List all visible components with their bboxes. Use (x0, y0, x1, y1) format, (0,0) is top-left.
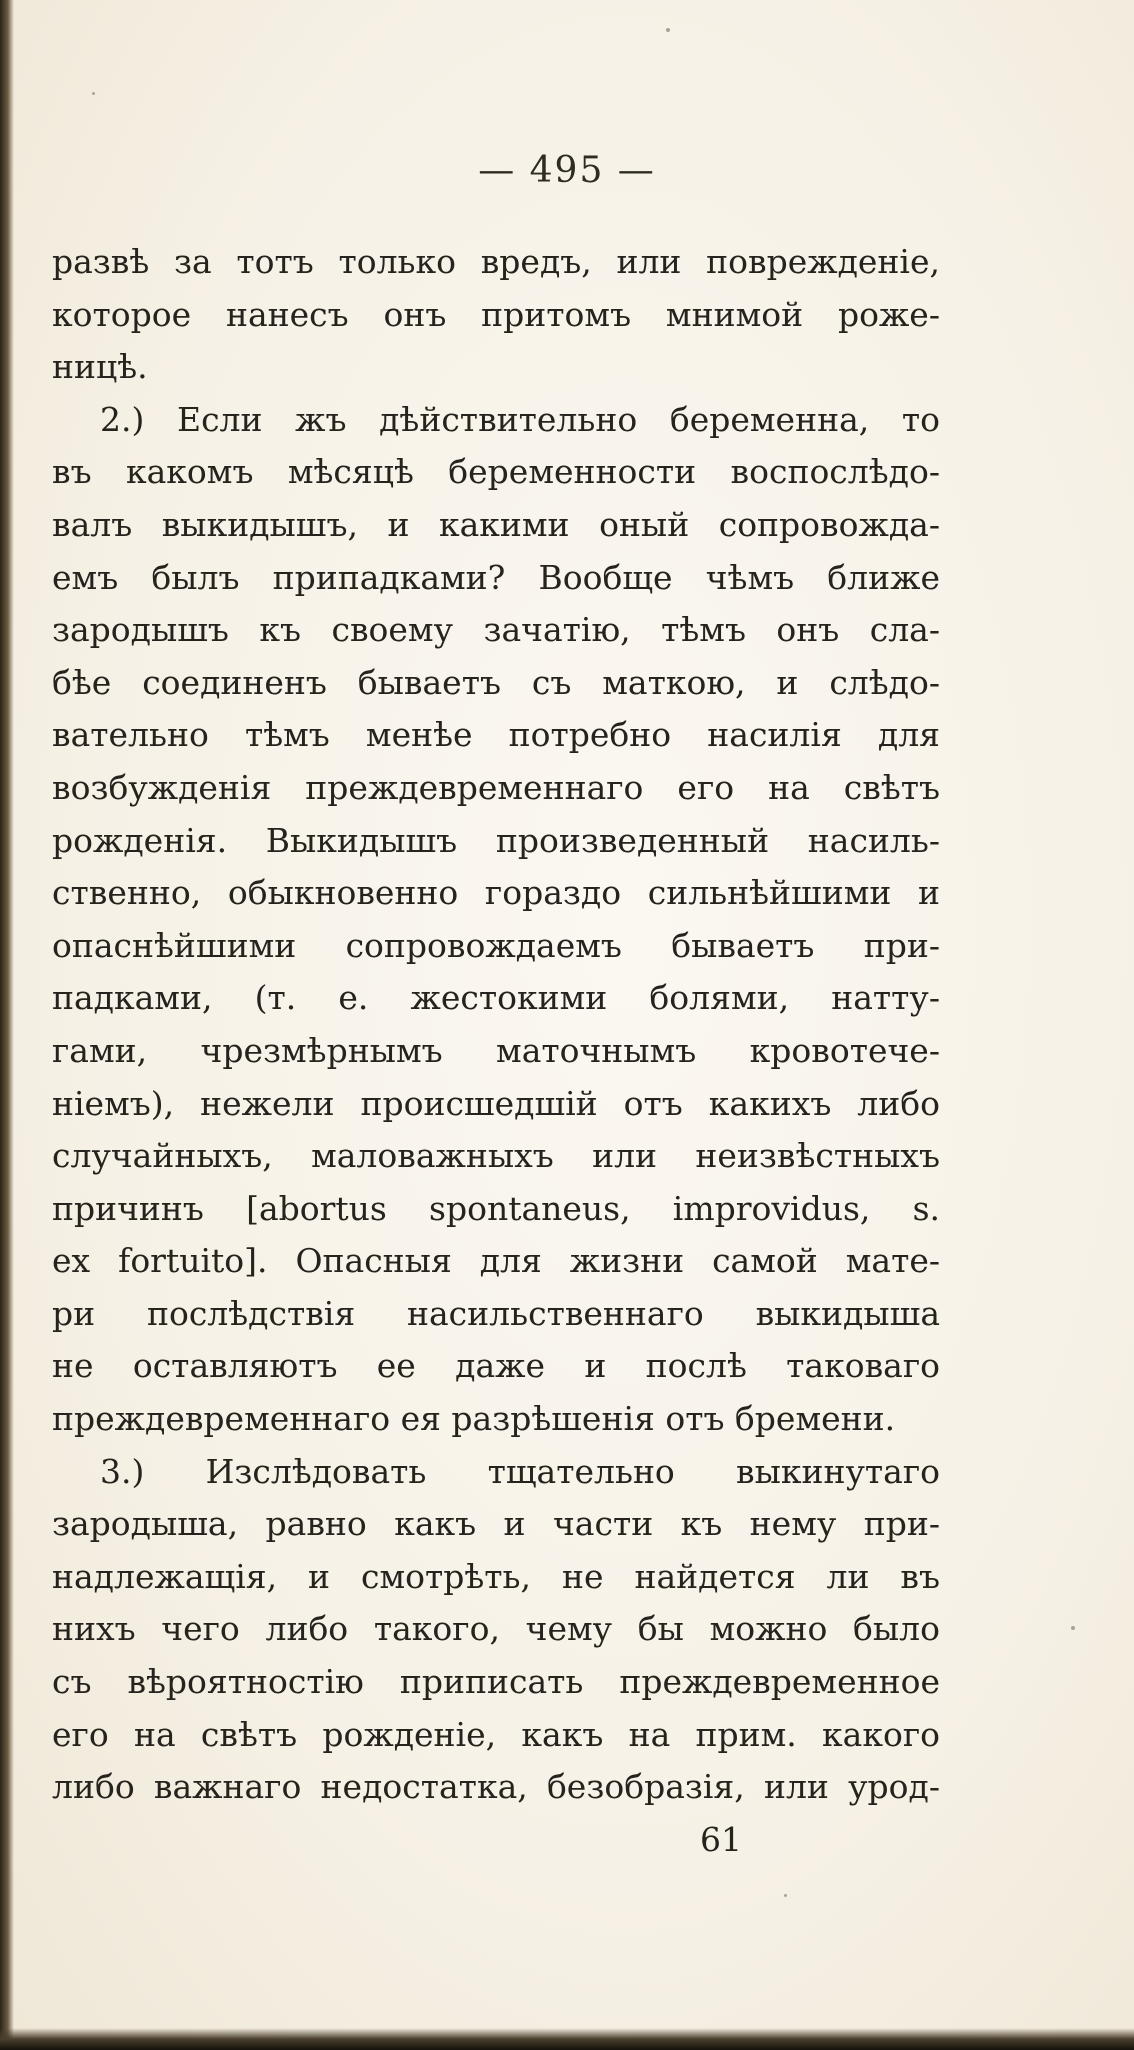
signature-mark: 61 (700, 1820, 742, 1859)
text-line: опаснѣйшими сопровождаемъ бываетъ при- (52, 925, 940, 965)
text-line: вательно тѣмъ менѣе потребно насилія для (52, 715, 940, 755)
text-line: ніемъ), нежели происшедшій отъ какихъ либо (52, 1083, 940, 1123)
body-text (52, 236, 940, 1814)
text-line: валъ выкидышъ, и какими оный сопровожда- (52, 504, 940, 544)
text-line: зародыша, равно какъ и части къ нему при- (52, 1504, 940, 1544)
text-line: бѣе соединенъ бываетъ съ маткою, и слѣдо- (52, 662, 940, 702)
text-line: зародышъ къ своему зачатію, тѣмъ онъ сла- (52, 610, 940, 650)
page-number: — 495 — (478, 150, 656, 191)
text-line: ственно, обыкновенно гораздо сильнѣйшими и (52, 873, 940, 913)
text-line: не оставляютъ ее даже и послѣ таковаго (52, 1346, 940, 1386)
text-line: 3.) Изслѣдовать тщательно выкинутаго (100, 1451, 940, 1491)
paper-speck (666, 28, 670, 32)
text-line: съ вѣроятностію приписать преждевременное (52, 1662, 940, 1702)
paper-speck (784, 1894, 787, 1897)
text-line: ницѣ. (52, 347, 148, 387)
binding-edge-left (0, 0, 14, 2050)
binding-edge-bottom (0, 2028, 1134, 2050)
text-line: его на свѣтъ рожденіе, какъ на прим. какого (52, 1714, 940, 1754)
text-line: падками, (т. е. жестокими болями, натту- (52, 978, 940, 1018)
text-line: возбужденія преждевременнаго его на свѣтъ (52, 767, 940, 807)
text-line: въ какомъ мѣсяцѣ беременности воспослѣдо- (52, 452, 940, 492)
text-line: ex fortuito]. Опасныя для жизни самой мате- (52, 1241, 940, 1281)
text-line: емъ былъ припадками? Вообще чѣмъ ближе (52, 557, 940, 597)
text-line: надлежащія, и смотрѣть, не найдется ли въ (52, 1556, 940, 1596)
text-line: нихъ чего либо такого, чему бы можно было (52, 1609, 940, 1649)
text-line: которое нанесъ онъ притомъ мнимой роже- (52, 294, 940, 334)
text-line: преждевременнаго ея разрѣшенія отъ бремени. (52, 1399, 896, 1439)
text-line: 2.) Если жъ дѣйствительно беременна, то (100, 399, 940, 439)
text-line: развѣ за тотъ только вредъ, или поврежденіе, (52, 242, 940, 281)
text-line: либо важнаго недостатка, безобразія, или урод- (52, 1767, 940, 1807)
text-line: причинъ [abortus spontaneus, improvidus, s. (52, 1188, 940, 1228)
paper-speck (92, 92, 95, 95)
text-line: случайныхъ, маловажныхъ или неизвѣстныхъ (52, 1136, 940, 1176)
paper-speck (1071, 1626, 1075, 1630)
text-line: ри послѣдствія насильственнаго выкидыша (52, 1293, 940, 1333)
text-line: гами, чрезмѣрнымъ маточнымъ кровотече- (52, 1030, 940, 1070)
text-line: рожденія. Выкидышъ произведенный насиль- (52, 820, 940, 860)
